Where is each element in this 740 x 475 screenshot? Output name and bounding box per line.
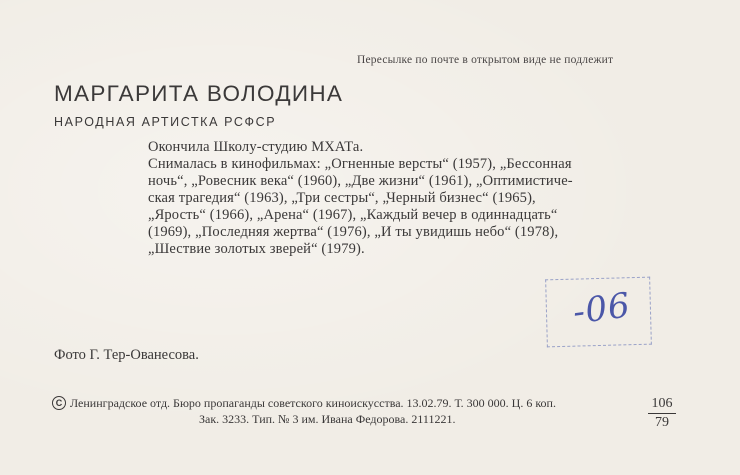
catalog-fraction: [648, 396, 676, 431]
price-stamp: [545, 277, 652, 348]
publisher-text: Ленинградское отд. Бюро пропаганды советского киноискусства. 13.02.79. Т. 300 000. Ц. 6 коп.: [70, 396, 556, 410]
actress-name: МАРГАРИТА ВОЛОДИНА: [54, 81, 344, 106]
bio-line: Снималась в кинофильмах: „Огненные версты“ (1957), „Бессонная: [148, 156, 572, 172]
bio-line: ночь“, „Ровесник века“ (1960), „Две жизни“ (1961), „Оптимистиче-: [148, 173, 573, 189]
actress-title: НАРОДНАЯ АРТИСТКА РСФСР: [54, 115, 277, 129]
copyright-icon: C: [52, 396, 66, 410]
fraction-denominator: 79: [655, 415, 669, 430]
publisher-line: [52, 396, 556, 411]
bio-line: „Ярость“ (1966), „Арена“ (1967), „Каждый вечер в одиннадцать“: [148, 207, 558, 223]
fraction-numerator: 106: [648, 396, 676, 414]
biography-text: [148, 139, 673, 258]
postal-restriction-note: Пересылке по почте в открытом виде не подлежит: [357, 54, 614, 66]
photo-credit: Фото Г. Тер-Ованесова.: [54, 347, 199, 363]
bio-line: ская трагедия“ (1963), „Три сестры“, „Черный бизнес“ (1965),: [148, 190, 536, 206]
handwritten-price-mark: -06: [570, 285, 634, 333]
bio-line: Окончила Школу-студию МХАТа.: [148, 139, 364, 155]
bio-line: „Шествие золотых зверей“ (1979).: [148, 241, 365, 257]
printing-info: Зак. 3233. Тип. № 3 им. Ивана Федорова. 2111221.: [199, 412, 456, 426]
bio-line: (1969), „Последняя жертва“ (1976), „И ты увидишь небо“ (1978),: [148, 224, 559, 240]
